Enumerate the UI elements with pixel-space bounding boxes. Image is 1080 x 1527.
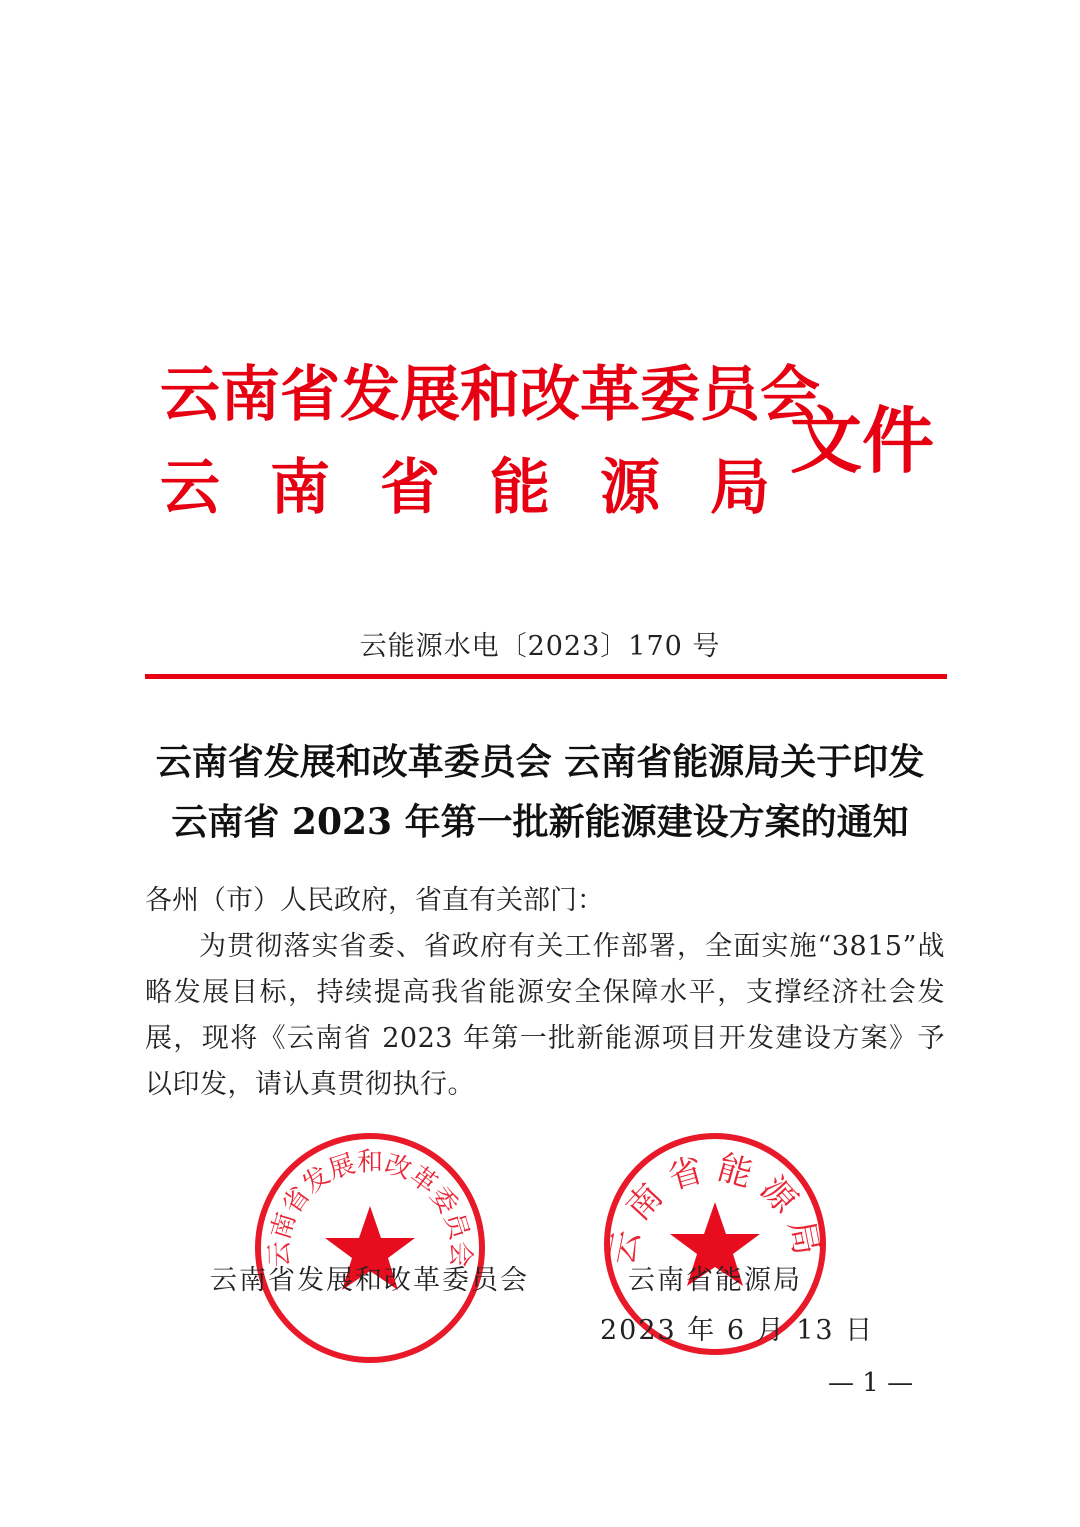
issuer-line-ndrc: 云南省发展和改革委员会 [160,360,820,430]
notice-title-line-2: 云南省 2023 年第一批新能源建设方案的通知 [171,801,909,843]
notice-title-line-1: 云南省发展和改革委员会 云南省能源局关于印发 [155,741,925,783]
body-paragraph: 为贯彻落实省委、省政府有关工作部署，全面实施“3815”战略发展目标，持续提高我省能源安全保障水平，支撑经济社会发展，现将《云南省 2023 年第一批新能源项目开发建设方案》予以印发，请认真贯彻执行。 [145,931,945,1100]
issuer-char: 能 [490,453,550,523]
signature-ndrc: 云南省发展和改革委员会 [210,1265,529,1296]
addressee: 各州（市）人民政府，省直有关部门： [145,885,604,916]
doc-type-label: 文件 [790,398,935,483]
seal-ndrc [250,1128,490,1368]
issuer-char: 南 [270,453,330,523]
seal-energy-bureau-text: 云南省能源局 [601,1147,829,1269]
signature-energy-bureau: 云南省能源局 [628,1265,802,1296]
seal-ndrc-text: 云南省发展和改革委员会 [264,1147,476,1268]
issuer-char: 省 [380,453,440,523]
issuer-char: 局 [710,453,770,523]
page-number: — 1 — [828,1368,914,1398]
issuer-line-energy-bureau [160,453,770,523]
issuer-char: 源 [600,453,660,523]
document-number: 云能源水电〔2023〕170 号 [359,631,721,662]
issue-date: 2023 年 6 月 13 日 [600,1315,875,1346]
issuer-char: 云 [160,453,220,523]
red-divider-line [145,674,947,679]
seal-ndrc-graphic [250,1128,490,1368]
